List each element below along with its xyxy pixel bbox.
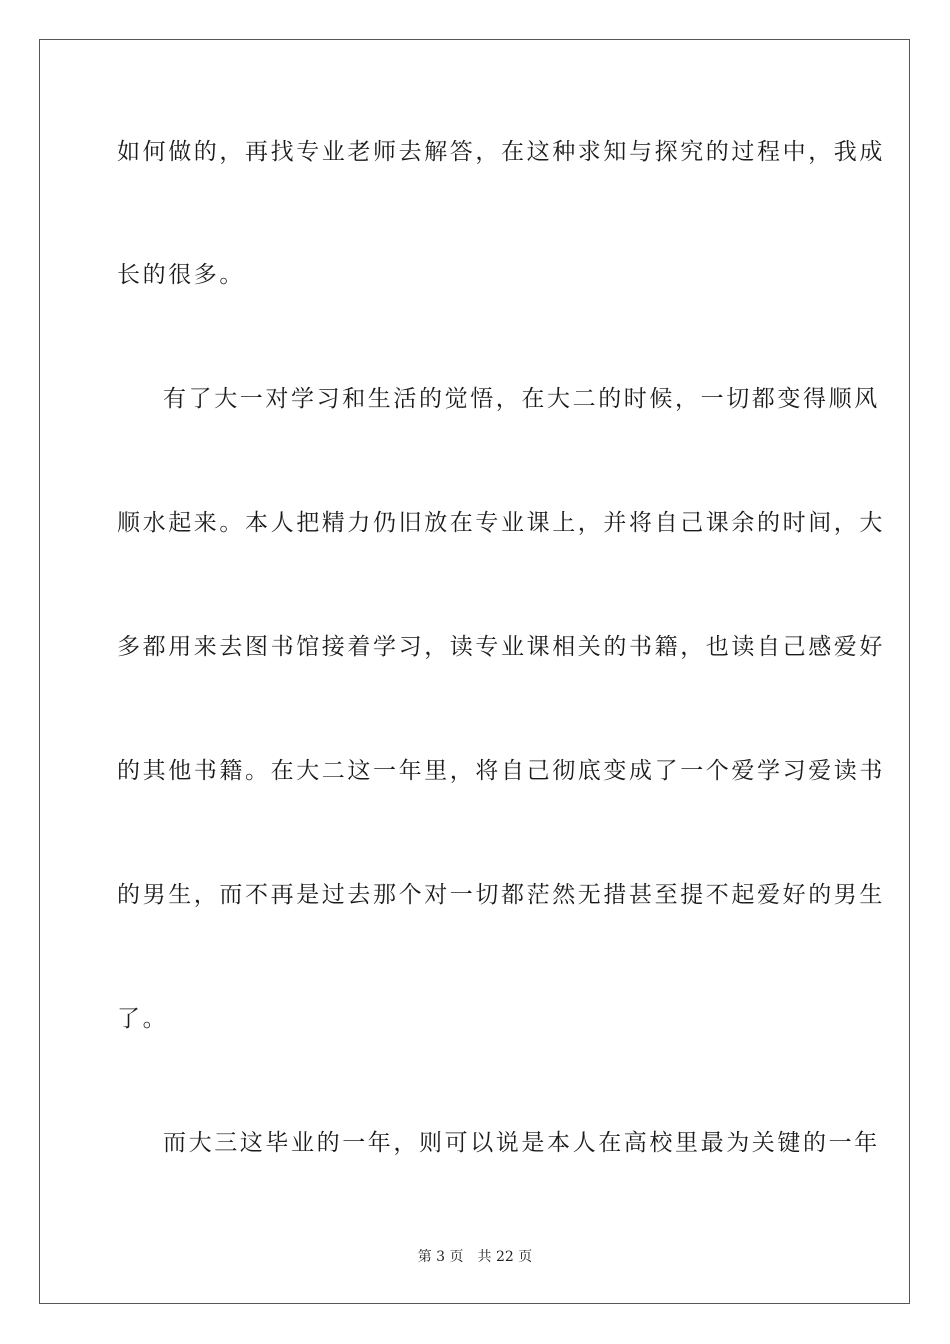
paragraph-first-line: 而大三这毕业的一年，则可以说是本人在高校里最为关键的一年 bbox=[163, 1130, 880, 1156]
text-line: 多都用来去图书馆接着学习，读专业课相关的书籍，也读自己感爱好 bbox=[117, 634, 885, 660]
text-line: 了。 bbox=[117, 1006, 169, 1032]
text-line: 顺水起来。本人把精力仍旧放在专业课上，并将自己课余的时间，大 bbox=[117, 510, 885, 536]
text-line: 的其他书籍。在大二这一年里，将自己彻底变成了一个爱学习爱读书 bbox=[117, 758, 885, 784]
text-line: 如何做的，再找专业老师去解答，在这种求知与探究的过程中，我成 bbox=[117, 139, 885, 165]
text-line: 的男生，而不再是过去那个对一切都茫然无措甚至提不起爱好的男生 bbox=[117, 882, 885, 908]
page-footer bbox=[0, 1248, 950, 1266]
paragraph-first-line: 有了大一对学习和生活的觉悟，在大二的时候，一切都变得顺风 bbox=[163, 386, 880, 412]
page-number: 第 3 页 bbox=[417, 1249, 464, 1265]
page-total: 共 22 页 bbox=[477, 1249, 533, 1265]
page-border bbox=[39, 39, 910, 1304]
text-line: 长的很多。 bbox=[117, 262, 245, 288]
